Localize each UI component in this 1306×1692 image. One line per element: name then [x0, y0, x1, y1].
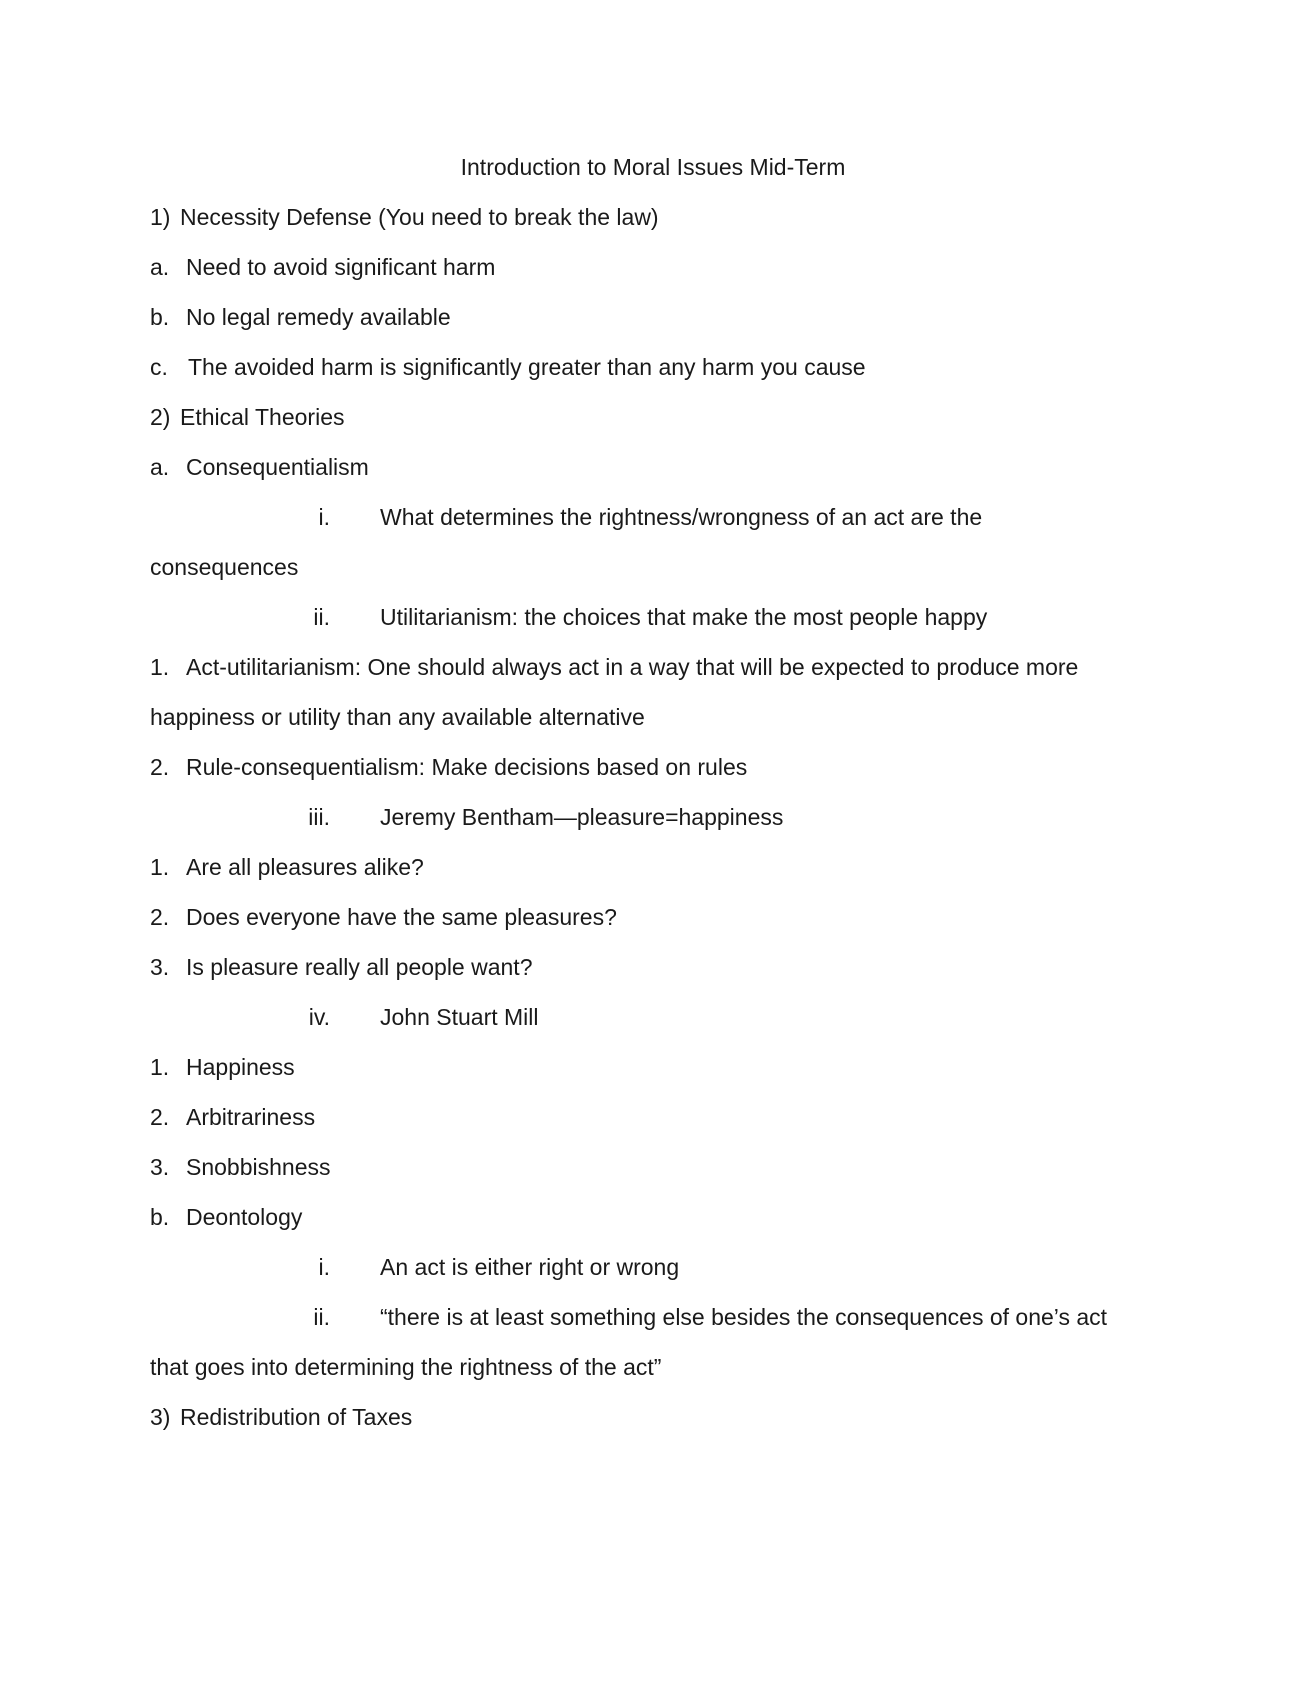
item-marker: 3) [150, 1404, 171, 1430]
item-text: “there is at least something else besides the consequences of one’s act [380, 1304, 1108, 1330]
item-text: Is pleasure really all people want? [186, 954, 533, 980]
item-marker: ii. [313, 1304, 330, 1330]
item-marker: 1) [150, 204, 171, 230]
item-text: Redistribution of Taxes [180, 1404, 413, 1430]
item-text: The avoided harm is significantly greater than any harm you cause [188, 354, 866, 380]
item-text: Jeremy Bentham—pleasure=happiness [380, 804, 784, 830]
item-text: Snobbishness [186, 1154, 331, 1180]
item-marker: b. [150, 1204, 170, 1230]
item-text: Happiness [186, 1054, 295, 1080]
item-marker: 1. [150, 854, 170, 880]
item-text: No legal remedy available [186, 304, 451, 330]
item-text: Deontology [186, 1204, 303, 1230]
item-text: Are all pleasures alike? [186, 854, 424, 880]
item-text: consequences [150, 554, 299, 580]
item-marker: a. [150, 454, 170, 480]
item-marker: c. [150, 354, 168, 380]
item-text: Act-utilitarianism: One should always act in a way that will be expected to produce more [186, 654, 1079, 680]
item-marker: i. [318, 504, 330, 530]
item-text: John Stuart Mill [380, 1004, 539, 1030]
document-title: Introduction to Moral Issues Mid-Term [460, 154, 846, 180]
item-marker: 1. [150, 1054, 170, 1080]
item-marker: iv. [308, 1004, 330, 1030]
item-marker: 2. [150, 1104, 170, 1130]
item-text: Arbitrariness [186, 1104, 316, 1130]
item-text: Consequentialism [186, 454, 369, 480]
item-marker: 2. [150, 904, 170, 930]
item-text: An act is either right or wrong [380, 1254, 680, 1280]
item-marker: b. [150, 304, 170, 330]
item-text: Rule-consequentialism: Make decisions based on rules [186, 754, 748, 780]
item-marker: ii. [313, 604, 330, 630]
item-marker: 2. [150, 754, 170, 780]
item-text: Does everyone have the same pleasures? [186, 904, 617, 930]
item-text: Ethical Theories [180, 404, 345, 430]
item-marker: 2) [150, 404, 171, 430]
item-marker: i. [318, 1254, 330, 1280]
item-text: Utilitarianism: the choices that make the most people happy [380, 604, 988, 630]
item-marker: 3. [150, 1154, 170, 1180]
item-marker: 1. [150, 654, 170, 680]
item-text: happiness or utility than any available alternative [150, 704, 645, 730]
item-text: What determines the rightness/wrongness of an act are the [380, 504, 983, 530]
item-text: that goes into determining the rightness of the act” [150, 1354, 662, 1380]
item-marker: 3. [150, 954, 170, 980]
item-marker: a. [150, 254, 170, 280]
item-text: Need to avoid significant harm [186, 254, 496, 280]
item-text: Necessity Defense (You need to break the law) [180, 204, 659, 230]
item-marker: iii. [308, 804, 330, 830]
